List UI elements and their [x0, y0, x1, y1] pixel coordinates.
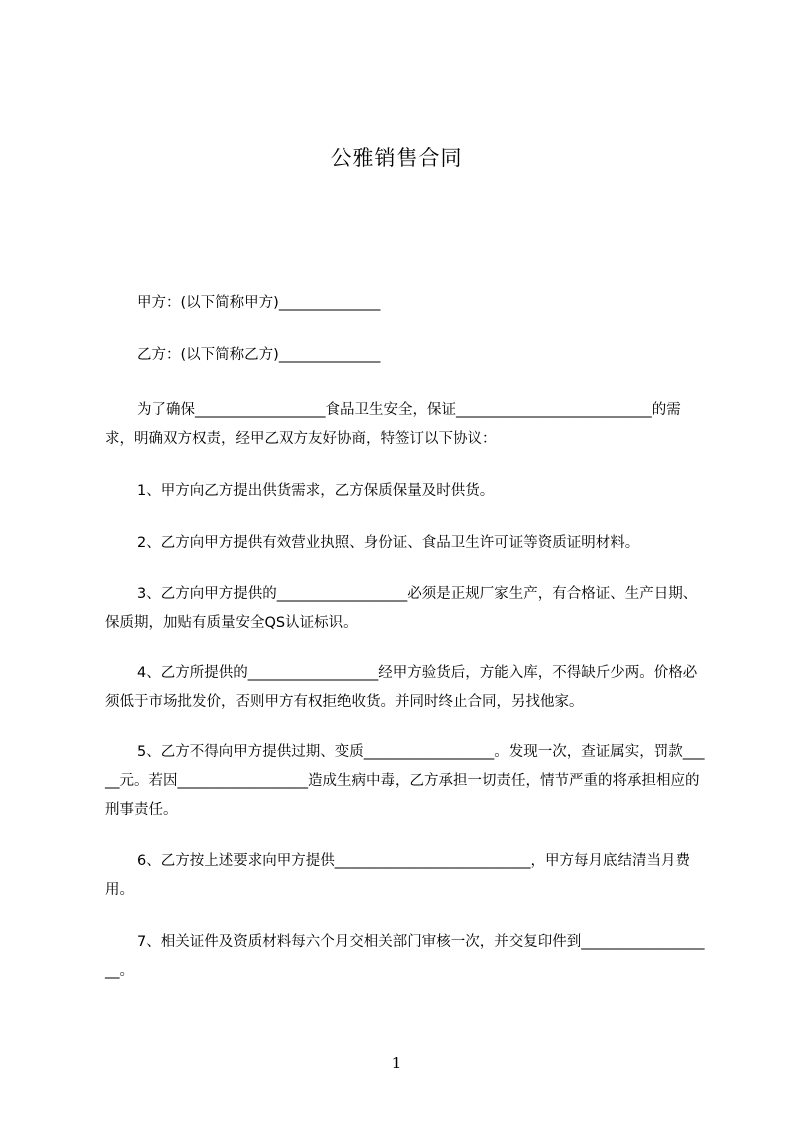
clause-6: 6、乙方按上述要求向甲方提供___________________________，甲方每月底结清当月费用。	[105, 853, 690, 898]
clause-4: 4、乙方所提供的__________________经甲方验货后，方能入库，不得缺斤少两。价格必须低于市场批发价，否则甲方有权拒绝收货。并同时终止合同，另找他家。	[105, 665, 698, 710]
party-b-line: 乙方：(以下简称乙方)______________	[137, 347, 381, 363]
page-number: 1	[391, 1054, 402, 1072]
clause-5: 5、乙方不得向甲方提供过期、变质__________________。发现一次，查证属实，罚款_____元。若因__________________造成生病中毒，乙方承担一切责任，情节严重的将承担相应的刑事责任。	[105, 744, 705, 818]
clause-3: 3、乙方向甲方提供的__________________必须是正规厂家生产，有合格证、生产日期、保质期，加贴有质量安全QS认证标识。	[105, 586, 698, 631]
clause-2: 2、乙方向甲方提供有效营业执照、身份证、食品卫生许可证等资质证明材料。	[137, 535, 640, 551]
clause-7: 7、相关证件及资质材料每六个月交相关部门审核一次，并交复印件到___________________。	[105, 934, 705, 979]
party-a-line: 甲方：(以下简称甲方)______________	[137, 295, 381, 311]
intro-paragraph: 为了确保__________________食品卫生安全，保证___________________________的需求，明确双方权责，经甲乙双方友好协商，特签订以下协议：	[105, 402, 681, 447]
clause-1: 1、甲方向乙方提出供货需求，乙方保质保量及时供货。	[137, 483, 495, 499]
document-title: 公雅销售合同	[330, 146, 463, 170]
